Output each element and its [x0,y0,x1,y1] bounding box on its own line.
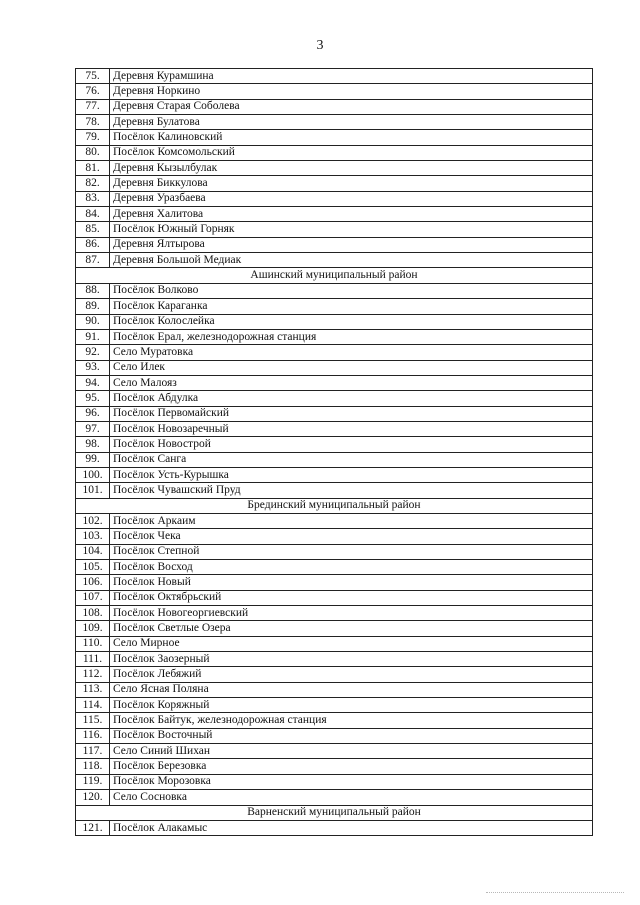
row-number: 81. [76,161,110,176]
settlement-name: Деревня Уразбаева [110,191,593,206]
district-name: Варненский муниципальный район [76,805,593,820]
settlement-name: Посёлок Усть-Курышка [110,467,593,482]
settlement-name: Посёлок Первомайский [110,406,593,421]
settlement-name: Посёлок Новозаречный [110,421,593,436]
row-number: 101. [76,483,110,498]
row-number: 77. [76,99,110,114]
settlement-name: Посёлок Восход [110,560,593,575]
row-number: 90. [76,314,110,329]
row-number: 76. [76,84,110,99]
table-row [76,253,593,268]
settlement-name: Посёлок Колослейка [110,314,593,329]
table-row [76,513,593,528]
row-number: 104. [76,544,110,559]
settlement-name: Село Ясная Поляна [110,682,593,697]
table-row [76,621,593,636]
row-number: 114. [76,698,110,713]
table-row [76,452,593,467]
row-number: 94. [76,375,110,390]
table-row [76,744,593,759]
table-row [76,299,593,314]
table-row [76,130,593,145]
table-row [76,375,593,390]
table-row [76,529,593,544]
settlement-name: Посёлок Волково [110,283,593,298]
table-row [76,560,593,575]
settlements-table [75,68,593,836]
settlement-name: Посёлок Комсомольский [110,145,593,160]
row-number: 80. [76,145,110,160]
table-row [76,283,593,298]
row-number: 88. [76,283,110,298]
row-number: 121. [76,820,110,835]
table-row [76,115,593,130]
table-row [76,590,593,605]
row-number: 85. [76,222,110,237]
page-number: 3 [316,38,324,53]
settlement-name: Деревня Курамшина [110,69,593,84]
row-number: 117. [76,744,110,759]
settlement-name: Посёлок Байтук, железнодорожная станция [110,713,593,728]
row-number: 119. [76,774,110,789]
row-number: 109. [76,621,110,636]
table-row [76,544,593,559]
table-row [76,237,593,252]
settlement-name: Посёлок Караганка [110,299,593,314]
settlement-name: Посёлок Березовка [110,759,593,774]
table-row [76,314,593,329]
row-number: 118. [76,759,110,774]
row-number: 105. [76,560,110,575]
settlement-name: Посёлок Степной [110,544,593,559]
table-row [76,222,593,237]
table-row [76,391,593,406]
settlement-name: Деревня Большой Медиак [110,253,593,268]
settlement-name: Посёлок Чувашский Пруд [110,483,593,498]
settlement-name: Село Сосновка [110,790,593,805]
table-row [76,820,593,835]
settlement-name: Посёлок Калиновский [110,130,593,145]
table-row [76,728,593,743]
table-row [76,360,593,375]
table-row [76,636,593,651]
row-number: 93. [76,360,110,375]
settlement-name: Посёлок Новый [110,575,593,590]
district-header-row [76,498,593,513]
table-row [76,759,593,774]
settlement-name: Деревня Норкино [110,84,593,99]
table-row [76,467,593,482]
row-number: 97. [76,421,110,436]
settlement-name: Посёлок Санга [110,452,593,467]
table-row [76,437,593,452]
settlement-name: Деревня Ялтырова [110,237,593,252]
row-number: 92. [76,345,110,360]
table-row [76,682,593,697]
row-number: 96. [76,406,110,421]
table-row [76,421,593,436]
settlement-name: Деревня Халитова [110,207,593,222]
row-number: 75. [76,69,110,84]
district-header-row [76,268,593,283]
row-number: 79. [76,130,110,145]
table-row [76,667,593,682]
table-row [76,790,593,805]
row-number: 102. [76,513,110,528]
table-row [76,191,593,206]
table-row [76,575,593,590]
settlement-name: Посёлок Новострой [110,437,593,452]
table-row [76,329,593,344]
settlement-name: Посёлок Южный Горняк [110,222,593,237]
table-row [76,145,593,160]
settlement-name: Посёлок Алакамыс [110,820,593,835]
settlement-name: Посёлок Восточный [110,728,593,743]
settlement-name: Село Илек [110,360,593,375]
settlement-name: Посёлок Коряжный [110,698,593,713]
district-name: Ашинский муниципальный район [76,268,593,283]
settlement-name: Посёлок Чека [110,529,593,544]
table-row [76,161,593,176]
row-number: 110. [76,636,110,651]
settlement-name: Село Муратовка [110,345,593,360]
settlement-name: Деревня Кызылбулак [110,161,593,176]
settlement-name: Село Малояз [110,375,593,390]
row-number: 112. [76,667,110,682]
settlement-name: Деревня Булатова [110,115,593,130]
row-number: 87. [76,253,110,268]
row-number: 98. [76,437,110,452]
row-number: 100. [76,467,110,482]
scan-artifact [486,892,624,895]
table-row [76,176,593,191]
row-number: 113. [76,682,110,697]
table-row [76,99,593,114]
table-row [76,84,593,99]
row-number: 91. [76,329,110,344]
table-row [76,207,593,222]
row-number: 106. [76,575,110,590]
row-number: 89. [76,299,110,314]
row-number: 115. [76,713,110,728]
table-row [76,345,593,360]
table-row [76,406,593,421]
row-number: 78. [76,115,110,130]
settlement-name: Посёлок Новогеоргиевский [110,606,593,621]
settlement-name: Деревня Старая Соболева [110,99,593,114]
row-number: 82. [76,176,110,191]
row-number: 99. [76,452,110,467]
row-number: 84. [76,207,110,222]
row-number: 83. [76,191,110,206]
district-name: Брединский муниципальный район [76,498,593,513]
settlement-name: Деревня Биккулова [110,176,593,191]
settlement-name: Посёлок Аркаим [110,513,593,528]
table-row [76,483,593,498]
table-row [76,69,593,84]
settlements-table-body [76,69,593,836]
table-row [76,713,593,728]
row-number: 103. [76,529,110,544]
settlement-name: Посёлок Лебяжий [110,667,593,682]
settlement-name: Посёлок Морозовка [110,774,593,789]
district-header-row [76,805,593,820]
row-number: 108. [76,606,110,621]
settlement-name: Село Синий Шихан [110,744,593,759]
table-row [76,652,593,667]
row-number: 116. [76,728,110,743]
settlement-name: Посёлок Октябрьский [110,590,593,605]
row-number: 107. [76,590,110,605]
settlement-name: Посёлок Светлые Озера [110,621,593,636]
table-row [76,606,593,621]
row-number: 120. [76,790,110,805]
settlement-name: Посёлок Заозерный [110,652,593,667]
table-row [76,774,593,789]
row-number: 86. [76,237,110,252]
row-number: 111. [76,652,110,667]
settlement-name: Посёлок Ерал, железнодорожная станция [110,329,593,344]
settlement-name: Посёлок Абдулка [110,391,593,406]
row-number: 95. [76,391,110,406]
table-row [76,698,593,713]
settlement-name: Село Мирное [110,636,593,651]
